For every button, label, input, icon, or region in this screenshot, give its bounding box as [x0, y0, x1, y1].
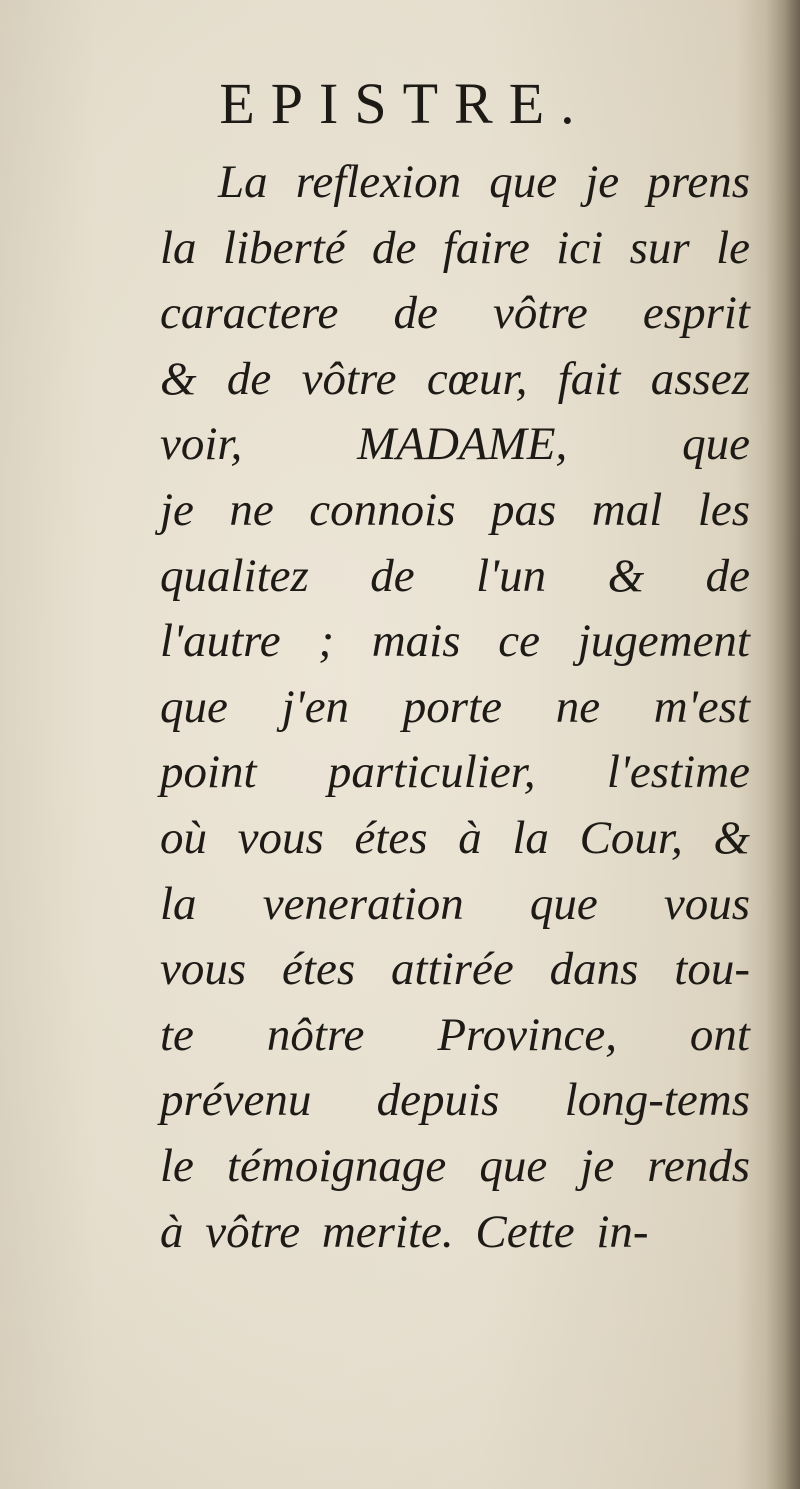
text-line: l'autre ; mais ce jugement: [160, 615, 750, 668]
text-line: vous étes attirée dans tou-: [160, 943, 750, 996]
page-header: EPISTRE.: [219, 71, 591, 136]
text-line: & de vôtre cœur, fait assez: [160, 352, 750, 405]
text-line: caractere de vôtre esprit: [160, 287, 750, 340]
text-line: à vôtre merite. Cette in-: [160, 1205, 649, 1258]
page-gutter-shadow: [766, 0, 800, 1489]
text-line: la liberté de faire ici sur le: [160, 221, 750, 274]
text-line: La reflexion que je prens: [218, 156, 750, 208]
text-line: le témoignage que je rends: [160, 1139, 750, 1192]
text-line: qualitez de l'un & de: [160, 549, 750, 602]
text-line: que j'en porte ne m'est: [160, 680, 750, 733]
text-line: point particulier, l'estime: [160, 746, 750, 799]
text-line: je ne connois pas mal les: [160, 483, 750, 536]
text-line: te nôtre Province, ont: [160, 1008, 750, 1061]
body-text: [160, 150, 750, 1265]
text-line: voir, MADAME, que: [160, 418, 750, 471]
text-line: la veneration que vous: [160, 877, 750, 930]
text-line: où vous étes à la Cour, &: [160, 811, 750, 864]
text-line: prévenu depuis long-tems: [160, 1074, 750, 1127]
